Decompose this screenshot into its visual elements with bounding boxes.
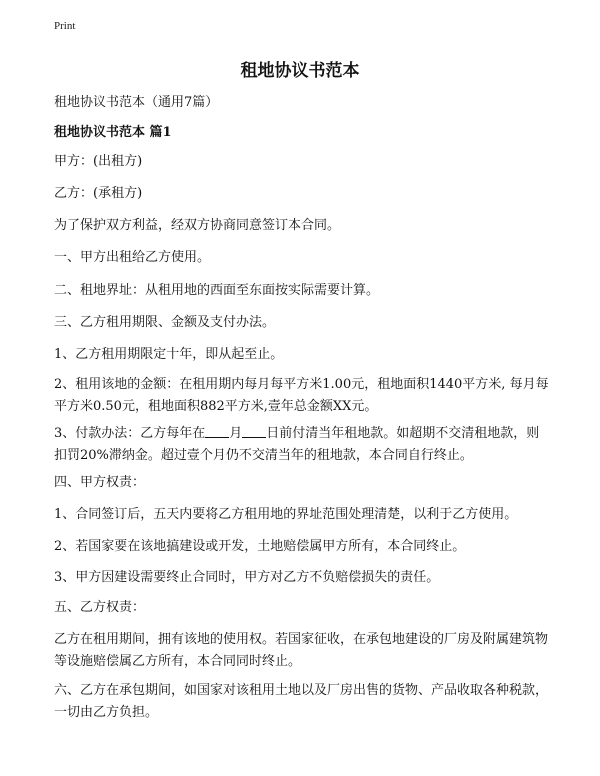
- print-link[interactable]: Print: [54, 20, 76, 32]
- payment-text-c: 日前付清当年租地款。如超期不交清租地款，则扣罚20%滞纳金。超过壹个月仍不交清当年的租地款，本合同自行终止。: [54, 426, 540, 463]
- preamble: 为了保护双方利益，经双方协商同意签订本合同。: [54, 218, 341, 233]
- clause-3-item-1: 1、乙方租用期限定十年，即从起至止。: [54, 347, 284, 362]
- document-title: 租地协议书范本: [240, 61, 360, 81]
- clause-4: 四、甲方权责：: [54, 475, 146, 490]
- clause-5-item-1: 乙方在租用期间，拥有该地的使用权。若国家征收，在承包地建设的厂房及附属建筑物等设施赔偿属乙方所有，本合同同时终止。: [54, 632, 549, 669]
- blank-day: [242, 425, 266, 438]
- section-heading: 租地协议书范本 篇1: [54, 125, 172, 140]
- clause-1: 一、甲方出租给乙方使用。: [54, 250, 211, 265]
- party-b: 乙方：(承租方): [54, 186, 143, 201]
- clause-4-item-1: 1、合同签订后，五天内要将乙方租用地的界址范围处理清楚，以利于乙方使用。: [54, 507, 518, 522]
- payment-text-b: 月: [229, 426, 243, 441]
- clause-3: 三、乙方租用期限、金额及支付办法。: [54, 315, 276, 330]
- clause-3-item-2: 2、租用该地的金额：在租用期内每月每平方米1.00元，租地面积1440平方米, 每月每平方米0.50元，租地面积882平方米,壹年总金额XX元。: [54, 377, 549, 414]
- document-subtitle: 租地协议书范本（通用7篇）: [54, 95, 219, 110]
- clause-4-item-2: 2、若国家要在该地搞建设或开发，土地赔偿属甲方所有，本合同终止。: [54, 539, 466, 554]
- blank-month: [205, 425, 229, 438]
- clause-2: 二、租地界址：从租用地的西面至东面按实际需要计算。: [54, 283, 380, 298]
- clause-5: 五、乙方权责：: [54, 600, 146, 615]
- payment-text-a: 3、付款办法：乙方每年在: [54, 426, 206, 441]
- party-a: 甲方：(出租方): [54, 154, 143, 169]
- clause-3-item-3: [54, 423, 550, 467]
- clause-6: 六、乙方在承包期间，如国家对该租用土地以及厂房出售的货物、产品收取各种税款，一切由乙方负担。: [54, 683, 549, 720]
- clause-4-item-3: 3、甲方因建设需要终止合同时，甲方对乙方不负赔偿损失的责任。: [54, 570, 440, 585]
